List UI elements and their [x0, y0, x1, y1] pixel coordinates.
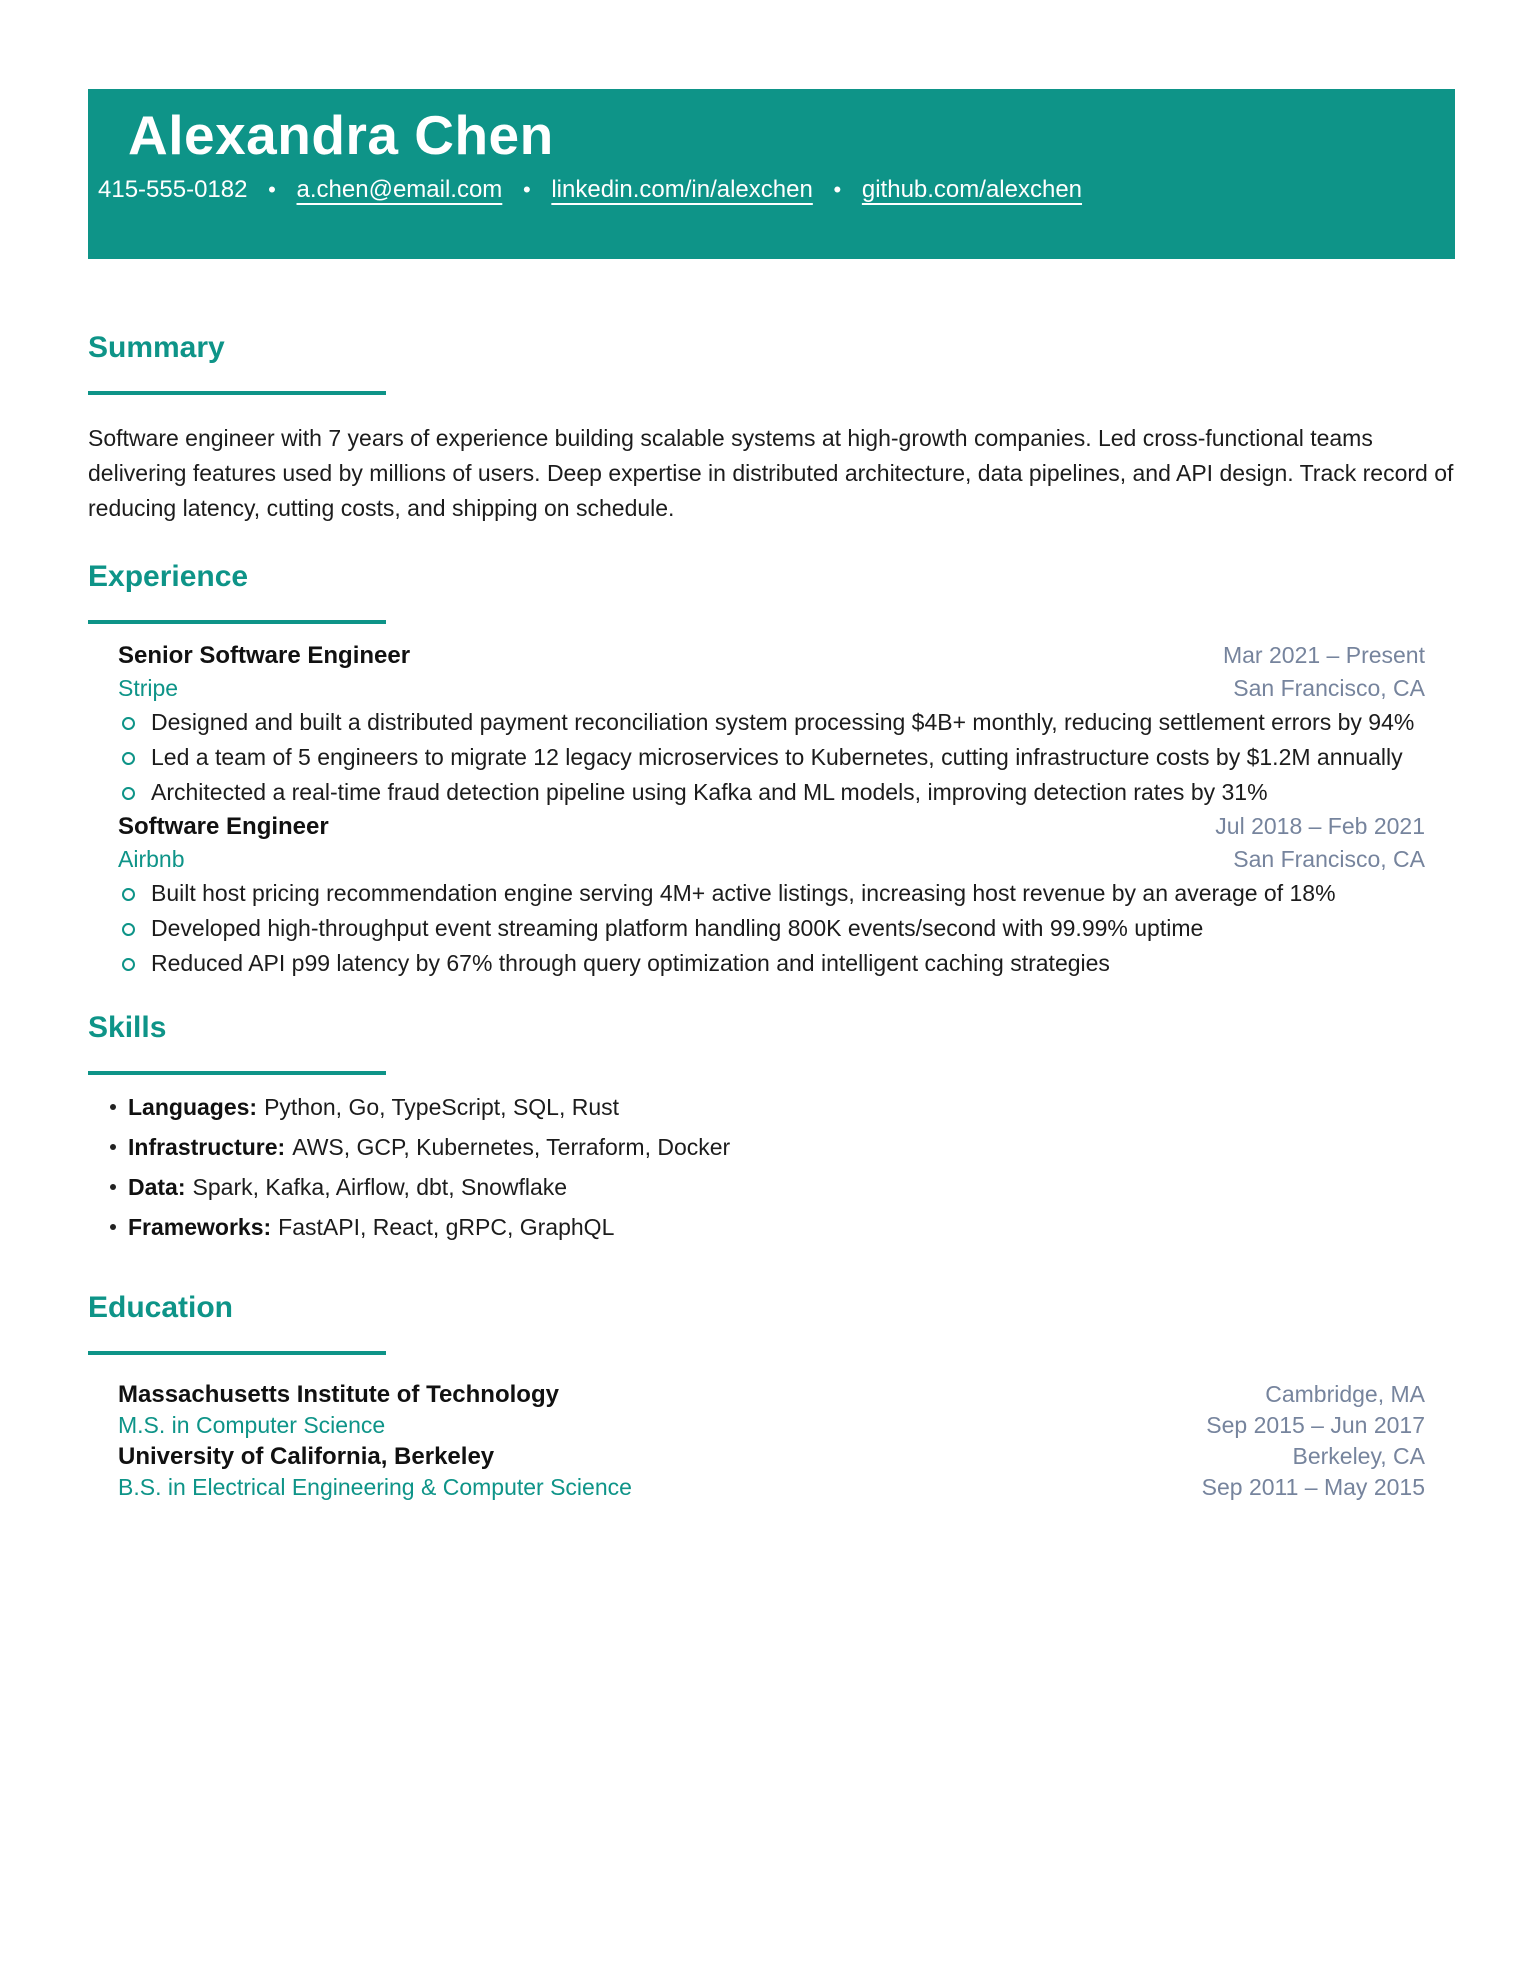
- job-location: San Francisco, CA: [1233, 675, 1425, 701]
- linkedin-link[interactable]: linkedin.com/in/alexchen: [551, 176, 813, 203]
- person-name: Alexandra Chen: [128, 104, 554, 166]
- school-dates: Sep 2011 – May 2015: [1201, 1474, 1425, 1500]
- degree-row: [118, 1410, 1425, 1441]
- dot-bullet-icon: [110, 1184, 116, 1190]
- phone-number: 415-555-0182: [98, 176, 248, 203]
- skill-category-label: Data:: [128, 1174, 186, 1200]
- job-bullet-text: Led a team of 5 engineers to migrate 12 legacy microservices to Kubernetes, cutting infrastructure costs by $1.2M annually: [151, 744, 1403, 770]
- skill-item: [110, 1133, 1455, 1161]
- section-divider-rule: [88, 1071, 386, 1075]
- school-location: Cambridge, MA: [1265, 1381, 1425, 1407]
- job-bullet: [122, 876, 1425, 911]
- job-location: San Francisco, CA: [1233, 846, 1425, 872]
- circle-bullet-icon: [122, 752, 135, 765]
- circle-bullet-icon: [122, 787, 135, 800]
- github-link[interactable]: github.com/alexchen: [861, 176, 1083, 203]
- skill-item: [110, 1213, 1455, 1241]
- education-entries: [88, 1379, 1455, 1503]
- job-bullet-text: Architected a real-time fraud detection pipeline using Kafka and ML models, improving detection rates by 31%: [151, 779, 1268, 805]
- job-bullet: [122, 775, 1425, 810]
- company-name: Airbnb: [118, 846, 185, 872]
- dot-bullet-icon: [110, 1224, 116, 1230]
- separator-dot: •: [833, 177, 842, 202]
- company-name: Stripe: [118, 675, 179, 701]
- section-divider-rule: [88, 1351, 386, 1355]
- dot-bullet-icon: [110, 1104, 116, 1110]
- job-bullet-text: Developed high-throughput event streaming platform handling 800K events/second with 99.99% uptime: [151, 915, 1204, 941]
- education-entry: [118, 1379, 1425, 1441]
- separator-dot: •: [268, 177, 276, 202]
- circle-bullet-icon: [122, 923, 135, 936]
- job-title-row: [118, 810, 1425, 843]
- education-section-title: Education: [88, 1291, 234, 1324]
- summary-text: Software engineer with 7 years of experience building scalable systems at high-growth companies. Led cross-functional teams delivering features used by millions of users. Deep expertise in distributed architecture, data pipelines, and API design. Track record of reducing latency, cutting costs, and shipping on schedule.: [88, 425, 1454, 521]
- job-bullet-list: [118, 876, 1425, 981]
- job-bullet-text: Designed and built a distributed payment reconciliation system processing $4B+ monthly, reducing settlement errors by 94%: [151, 709, 1415, 735]
- job-title: Senior Software Engineer: [118, 642, 411, 669]
- skill-item: [110, 1093, 1455, 1121]
- skills-list: [88, 1093, 1455, 1241]
- job-entry: [118, 639, 1425, 810]
- school-row: [118, 1441, 1425, 1472]
- job-bullet-text: Built host pricing recommendation engine serving 4M+ active listings, increasing host revenue by an average of 18%: [151, 880, 1336, 906]
- job-title: Software Engineer: [118, 813, 329, 840]
- school-name: Massachusetts Institute of Technology: [118, 1381, 559, 1408]
- skills-section: [88, 1011, 1455, 1241]
- email-link[interactable]: a.chen@email.com: [296, 176, 503, 203]
- job-company-row: [118, 672, 1425, 705]
- job-dates: Jul 2018 – Feb 2021: [1215, 813, 1425, 839]
- education-entry: [118, 1441, 1425, 1503]
- skill-values: FastAPI, React, gRPC, GraphQL: [278, 1214, 615, 1240]
- degree-row: [118, 1472, 1425, 1503]
- contact-line: [98, 176, 1445, 204]
- job-dates: Mar 2021 – Present: [1222, 642, 1425, 668]
- skill-values: Spark, Kafka, Airflow, dbt, Snowflake: [192, 1174, 568, 1200]
- job-company-row: [118, 843, 1425, 876]
- separator-dot: •: [522, 177, 531, 202]
- school-row: [118, 1379, 1425, 1410]
- skills-section-title: Skills: [88, 1011, 167, 1044]
- job-title-row: [118, 639, 1425, 672]
- skill-item: [110, 1173, 1455, 1201]
- summary-section: [88, 331, 1455, 526]
- circle-bullet-icon: [122, 888, 135, 901]
- job-bullet: [122, 740, 1425, 775]
- job-bullet: [122, 911, 1425, 946]
- school-location: Berkeley, CA: [1292, 1443, 1425, 1469]
- degree-name: B.S. in Electrical Engineering & Computer Science: [118, 1474, 632, 1500]
- school-dates: Sep 2015 – Jun 2017: [1206, 1412, 1425, 1438]
- circle-bullet-icon: [122, 958, 135, 971]
- school-name: University of California, Berkeley: [118, 1443, 495, 1470]
- experience-section-title: Experience: [88, 560, 249, 593]
- degree-name: M.S. in Computer Science: [118, 1412, 386, 1438]
- experience-section: [88, 560, 1455, 981]
- experience-entries: [88, 639, 1455, 981]
- skill-values: AWS, GCP, Kubernetes, Terraform, Docker: [292, 1134, 731, 1160]
- skill-category-label: Languages:: [128, 1094, 258, 1120]
- job-bullet-text: Reduced API p99 latency by 67% through query optimization and intelligent caching strategies: [151, 950, 1110, 976]
- skill-values: Python, Go, TypeScript, SQL, Rust: [264, 1094, 620, 1120]
- header-banner: [88, 89, 1455, 259]
- skill-category-label: Frameworks:: [128, 1214, 272, 1240]
- section-divider-rule: [88, 620, 386, 624]
- job-bullet: [122, 705, 1425, 740]
- dot-bullet-icon: [110, 1144, 116, 1150]
- summary-section-title: Summary: [88, 331, 225, 364]
- skill-category-label: Infrastructure:: [128, 1134, 286, 1160]
- job-bullet: [122, 946, 1425, 981]
- circle-bullet-icon: [122, 717, 135, 730]
- section-divider-rule: [88, 391, 386, 395]
- job-entry: [118, 810, 1425, 981]
- education-section: [88, 1291, 1455, 1503]
- job-bullet-list: [118, 705, 1425, 810]
